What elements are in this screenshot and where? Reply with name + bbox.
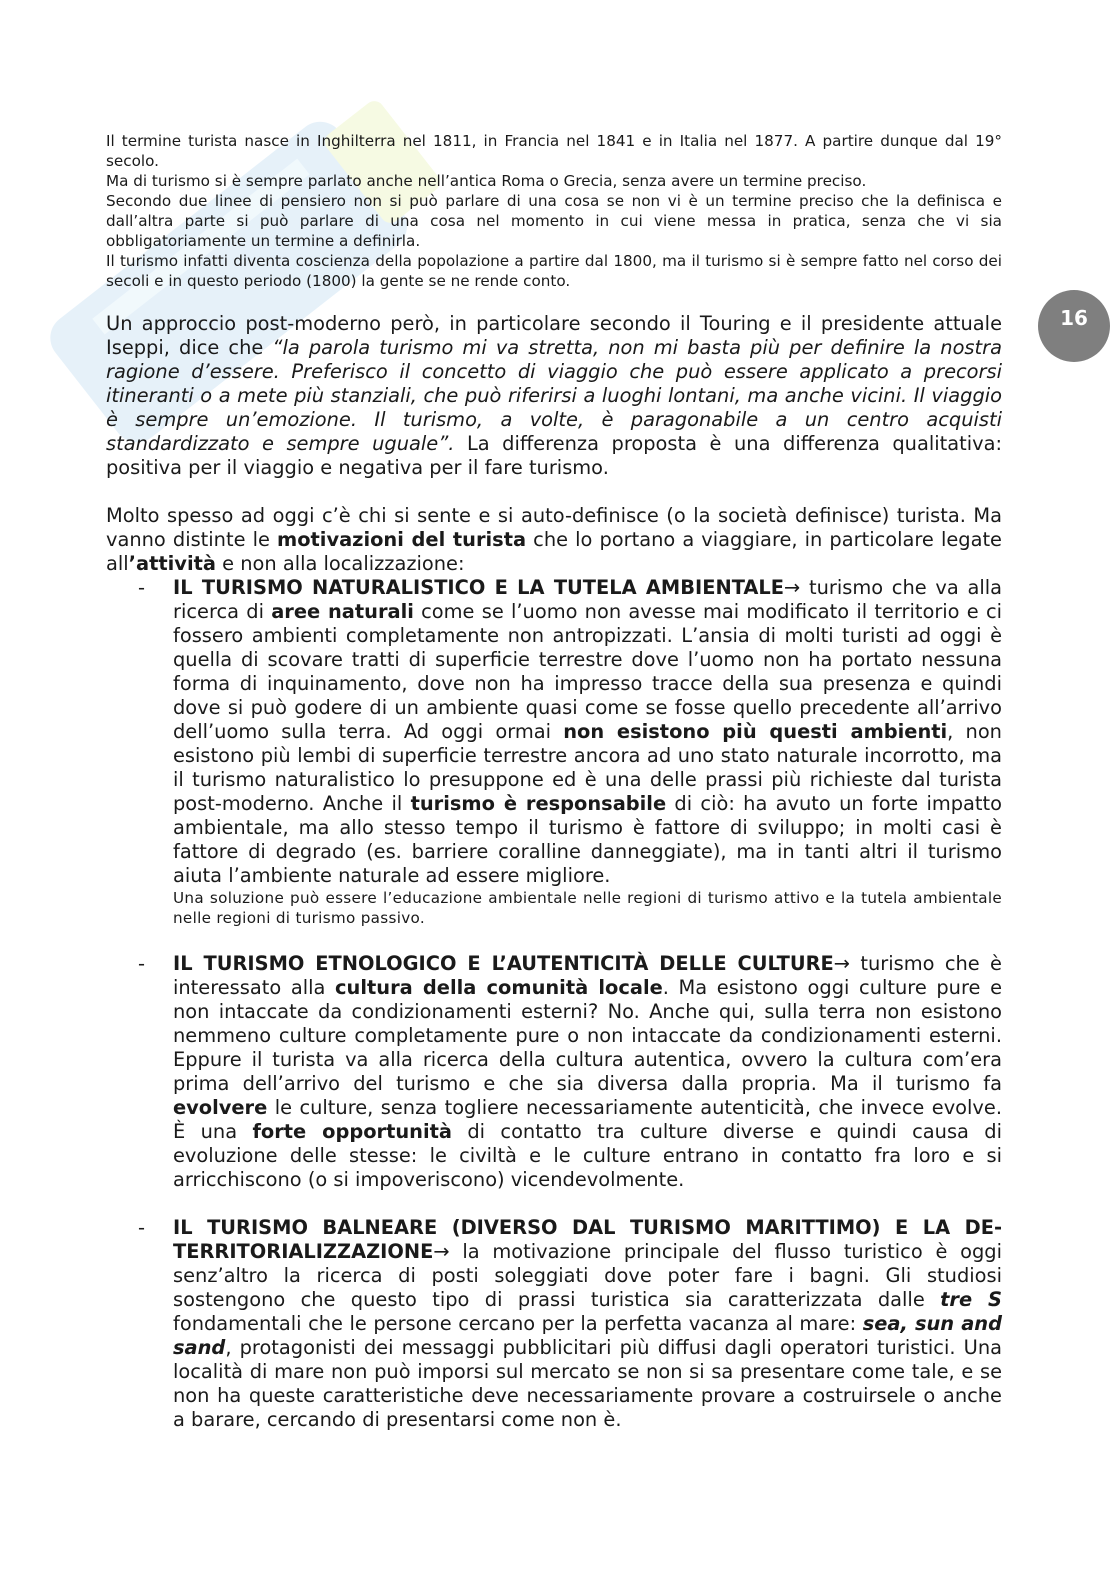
item-title: IL TURISMO BALNEARE (DIVERSO DAL TURISMO MARITTIMO) E LA DE-TERRITORIALIZZAZIONE xyxy=(173,1216,1002,1263)
motivations-text: Molto spesso ad oggi c’è chi si sente e si auto-definisce (o la società definisce) turista. Ma vanno distinte le xyxy=(106,504,1002,551)
page-number-badge: 16 xyxy=(1038,290,1110,362)
item-bold: forte opportunità xyxy=(252,1120,452,1143)
intro-line: Il turismo infatti diventa coscienza della popolazione a partire dal 1800, ma il turismo si è sempre fatto nel corso dei secoli e in questo periodo (1800) la gente se ne rende conto. xyxy=(106,252,1002,290)
item-bold: turismo è responsabile xyxy=(410,792,667,815)
main-text xyxy=(106,312,1002,1432)
list-dash: - xyxy=(138,576,145,599)
intro-line: Secondo due linee di pensiero non si può parlare di una cosa se non vi è un termine preciso che la definisca e dall’altra parte si può parlare di una cosa nel momento in cui viene messa in pratica, senza che vi sia obbligatoriamente un termine a definirla. xyxy=(106,192,1002,250)
list-item-etnologico xyxy=(106,952,1002,1192)
item-bold: cultura della comunità locale xyxy=(335,976,663,999)
item-text: di ciò: ha avuto un forte impatto ambientale, ma allo stesso tempo il turismo è fattore di sviluppo; in molti casi è fattore di degrado (es. barriere coralline danneggiate), ma in tanti altri il turismo aiuta l’ambiente naturale ad essere migliore. xyxy=(173,792,1003,887)
item-text: , non esistono più lembi di superficie terrestre ancora ad uno stato naturale incorrotto, ma il turismo naturalistico lo presuppone ed è una delle prassi più richieste dal turista post-moderno. Anche il xyxy=(173,720,1002,815)
motivations-text: che lo portano a viaggiare, in particolare legate all xyxy=(106,528,1002,575)
item-text: le culture, senza togliere necessariamente autenticità, che invece evolve. È una xyxy=(173,1096,1002,1143)
intro-paragraph xyxy=(106,131,1002,291)
approach-quote: “la parola turismo mi va stretta, non mi basta più per definire la nostra ragione d’essere. Preferisco il concetto di viaggio che può essere applicato a precorsi itineranti o a mete più stanziali, che può riferirsi a luoghi lontani, ma anche vicini. Il viaggio è sempre un’emozione. Il turismo, a volte, è paragonabile a un centro acquisti standardizzato e sempre uguale”. xyxy=(106,336,1002,455)
arrow-icon: → xyxy=(833,952,851,975)
item-bold: non esistono più questi ambienti xyxy=(563,720,948,743)
motivations-text: e non alla localizzazione: xyxy=(215,552,465,575)
item-title: IL TURISMO ETNOLOGICO E L’AUTENTICITÀ DELLE CULTURE xyxy=(173,952,834,975)
approach-tail: La differenza proposta è una differenza qualitativa: positiva per il viaggio e negativa per il fare turismo. xyxy=(106,432,1002,479)
item-text: , protagonisti dei messaggi pubblicitari più diffusi dagli operatori turistici. Una località di mare non può imporsi sul mercato se non si sa presentare come tale, e se non ha queste caratteristiche deve necessariamente provare a costruirsele o anche a barare, cercando di presentarsi come non è. xyxy=(173,1336,1002,1431)
arrow-icon: → xyxy=(784,576,801,599)
item-note: Una soluzione può essere l’educazione ambientale nelle regioni di turismo attivo e la tutela ambientale nelle regioni di turismo passivo. xyxy=(173,889,1002,927)
list-item-balneare xyxy=(106,1216,1002,1432)
list-dash: - xyxy=(138,1216,145,1239)
item-text: . Ma esistono oggi culture pure e non intaccate da condizionamenti esterni? No. Anche qui, sulla terra non esistono nemmeno culture completamente pure o non intaccate da condizionamenti esterni. Eppure il turista va alla ricerca della cultura autentica, ovvero la cultura com’era prima dell’arrivo del turismo e che sia diversa dalla propria. Ma il turismo fa xyxy=(173,976,1003,1095)
item-title: IL TURISMO NATURALISTICO E LA TUTELA AMBIENTALE xyxy=(173,576,785,599)
motivations-bold: motivazioni del turista xyxy=(277,528,527,551)
item-text: di contatto tra culture diverse e quindi causa di evoluzione delle stesse: le civiltà e le culture entrano in contatto fra loro e si arricchiscono (o si impoveriscono) vicendevolmente. xyxy=(173,1120,1002,1191)
arrow-icon: → xyxy=(433,1240,450,1263)
intro-line: Il termine turista nasce in Inghilterra nel 1811, in Francia nel 1841 e in Italia nel 1877. A partire dunque dal 19° secolo. xyxy=(106,132,1002,170)
intro-line: Ma di turismo si è sempre parlato anche nell’antica Roma o Grecia, senza avere un termine preciso. xyxy=(106,172,867,190)
item-bold: evolvere xyxy=(173,1096,268,1119)
item-text: fondamentali che le persone cercano per la perfetta vacanza al mare: xyxy=(173,1312,863,1335)
list-dash: - xyxy=(138,952,145,975)
approach-lead: Un approccio post-moderno però, in particolare secondo il Touring e il presidente attuale Iseppi, dice che xyxy=(106,312,1002,359)
motivations-list xyxy=(106,576,1002,1432)
item-text: come se l’uomo non avesse mai modificato il territorio e ci fossero ambienti completamente non antropizzati. L’ansia di molti turisti ad oggi è quella di scovare tratti di superficie terrestre dove l’uomo non ha portato nessuna forma di inquinamento, dove non ha impresso tracce della sua presenza e quindi dove si può godere di un ambiente quasi come se fosse quello precedente all’arrivo dell’uomo sulla terra. Ad oggi ormai xyxy=(173,600,1002,743)
motivations-bold: ’attività xyxy=(128,552,216,575)
list-item-naturalistico xyxy=(106,576,1002,928)
item-text: turismo che è interessato alla xyxy=(173,952,1002,999)
item-bold: aree naturali xyxy=(271,600,414,623)
item-text: la motivazione principale del flusso turistico è oggi senz’altro la ricerca di posti soleggiati dove poter fare i bagni. Gli studiosi sostengono che questo tipo di prassi turistica sia caratterizzata dalle xyxy=(173,1240,1002,1311)
item-bold-italic: sea, sun and sand xyxy=(173,1312,1002,1359)
item-bold-italic: tre S xyxy=(940,1288,1002,1311)
item-text: turismo che va alla ricerca di xyxy=(173,576,1002,623)
motivations-intro xyxy=(106,504,1002,576)
approach-paragraph xyxy=(106,312,1002,480)
